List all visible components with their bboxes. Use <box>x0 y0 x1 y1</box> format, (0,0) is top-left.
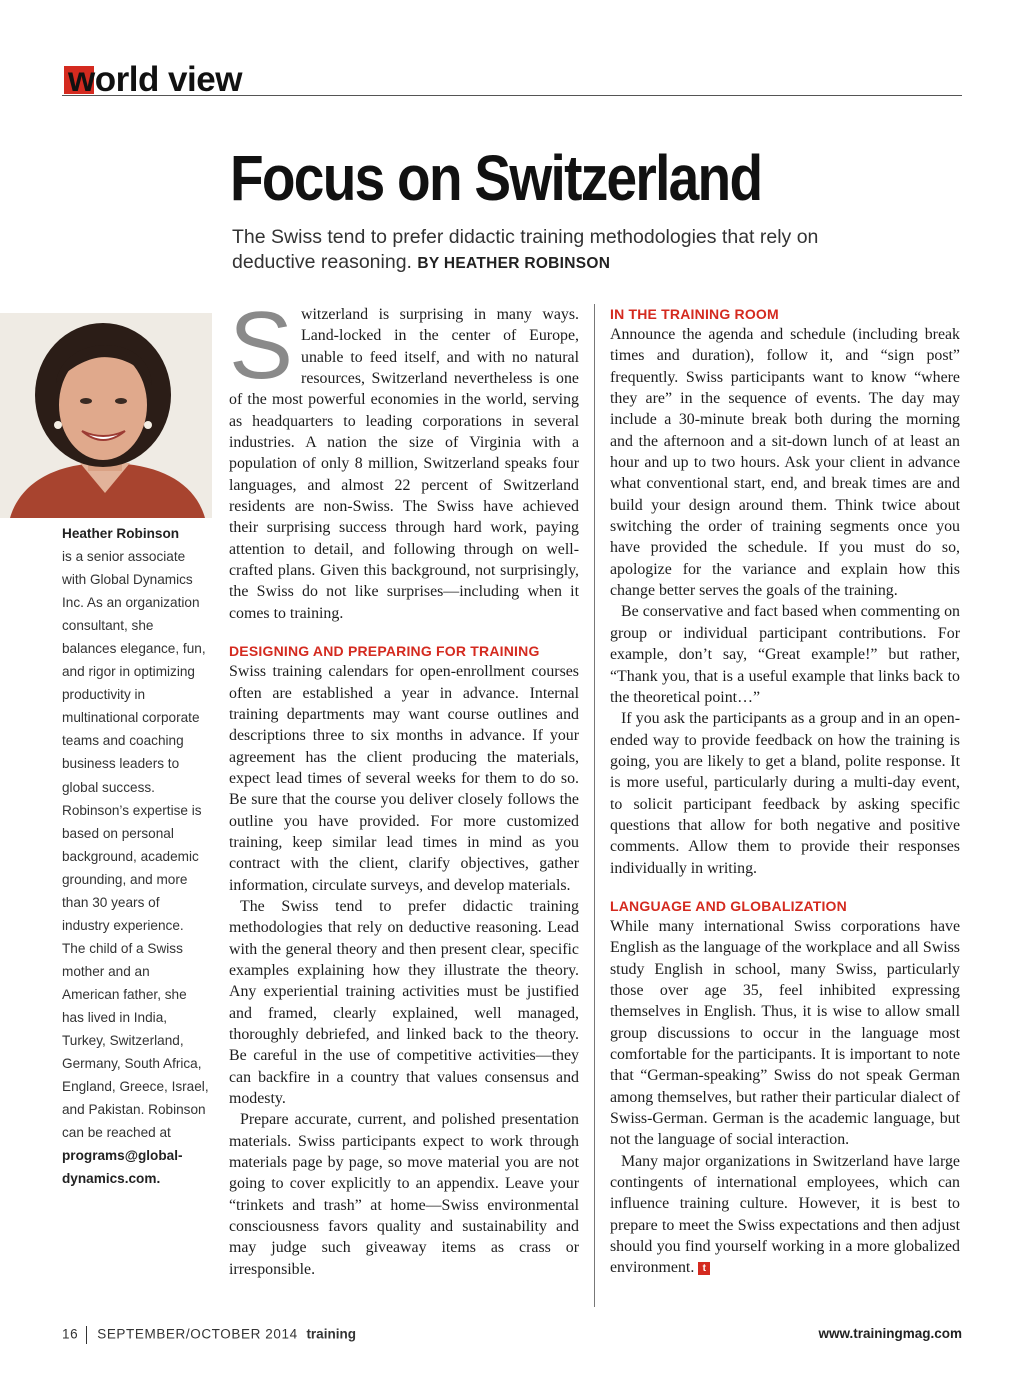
author-bio <box>62 522 210 1190</box>
column-divider <box>594 304 595 1307</box>
bio-text: is a senior associate with Global Dynamics Inc. As an organization consultant, she balances elegance, fun, and rigor in optimizing productivity in multinational corporate teams and coaching business leaders to global success. Robinson’s expertise is based on personal background, academic grounding, and more than 30 years of industry experience. The child of a Swiss mother and an American father, she has lived in India, Turkey, Switzerland, Germany, South Africa, England, Greece, Israel, and Pakistan. Robinson can be reached at <box>62 549 209 1141</box>
bio-name: Heather Robinson <box>62 526 180 541</box>
end-mark-icon: t <box>698 1262 710 1275</box>
section-header <box>62 60 962 99</box>
article-column-2 <box>610 304 960 1279</box>
subhead-training-room: IN THE TRAINING ROOM <box>610 306 779 322</box>
subhead-language: LANGUAGE AND GLOBALIZATION <box>610 897 847 914</box>
body-paragraph: Many major organizations in Switzerland have large contingents of international employees, which can influence training culture. However, it is best to prepare to meet the Swiss expectations and then adjust should you find yourself working in a more globalized environment. t <box>610 1152 960 1277</box>
issue-date: SEPTEMBER/OCTOBER 2014 <box>97 1326 298 1342</box>
body-paragraph: The Swiss tend to prefer didactic training methodologies that rely on deductive reasoning. Lead with the general theory and then present clear, specific examples explaining how they illustrate the theory. Any experiential training activities must be justified and framed, clearly explained, well managed, thoroughly debriefed, and linked back to the theory. Be careful in the use of competitive activities—they can backfire in a country that values consensus and modesty. <box>229 897 579 1108</box>
footer-left <box>62 1326 356 1344</box>
page-footer <box>62 1324 962 1346</box>
body-paragraph: While many international Swiss corporations have English as the language of the workplace and all Swiss study English in school, many Swiss, particularly those over age 35, feel inhibited expressing themselves in English. Thus, it is wise to allow small group discussions to occur in the language most comfortable for the participants. It is important to note that “German-speaking” Swiss do not speak German among themselves, but rather their particular dialect of Swiss-German. German is the academic language, but not the language of social interaction. <box>610 917 960 1149</box>
article-title: Focus on Switzerland <box>230 142 762 214</box>
body-paragraph: Announce the agenda and schedule (including break times and duration), follow it, and “sign post” frequently. Swiss participants want to know “where they are” in the sequence of events. The day may include a 30-minute break both during the morning and the afternoon and a sit-down lunch of at least an hour and up to two hours. Ask your client in advance what conventional start, end, and break times are and build your design around them. Think twice about switching the order of training segments once you have provided the schedule. If you must do so, apologize for the variance and explain how this change better serves the goals of the training. <box>610 326 960 600</box>
drop-cap: S <box>229 292 294 399</box>
deck-text: The Swiss tend to prefer didactic training methodologies that rely on deductive reasoning. <box>232 226 819 273</box>
page-number: 16 <box>62 1326 79 1342</box>
body-paragraph: If you ask the participants as a group and in an open-ended way to provide feedback on how the training is going, you are likely to get a bland, polite response. It is more useful, particularly during a multi-day event, to solicit participant feedback by asking specific questions that allow for both negative and positive comments. Allow them to provide their responses individually in writing. <box>610 710 960 877</box>
body-paragraph: Be conservative and fact based when commenting on group or individual participant contributions. For example, don’t say, “Great example!” but rather, “Thank you, that is a useful example that links back to the theoretical point…” <box>610 603 960 706</box>
body-paragraph: Prepare accurate, current, and polished presentation materials. Swiss participants expect to work through materials page by page, so move material you are not going to cover explicitly to an appendix. Leave your “trinkets and trash” at home—Swiss environmental consciousness favors quality and sustainability and may judge such giveaway items as crass or irresponsible. <box>229 1111 579 1278</box>
article-deck <box>232 225 892 276</box>
author-photo <box>0 313 212 518</box>
magazine-name: training <box>306 1326 356 1342</box>
article-column-1 <box>229 292 579 1280</box>
website-link[interactable]: www.trainingmag.com <box>818 1326 962 1341</box>
intro-paragraph: Switzerland is surprising in many ways. Land-locked in the center of Europe, unable to feed itself, and with no natural resources, Switzerland nevertheless is one of the most powerful economies in the world, serving as headquarters to leading corporations in several industries. A nation the size of Virginia with a population of only 8 million, Switzerland speaks four languages, and almost 22 percent of Switzerland residents are non-Swiss. The Swiss have achieved their surprising success through hard work, paying attention to detail, and following through on well-crafted plans. Given this background, not surprisingly, the Swiss do not like surprises—including when it comes to training. <box>229 292 579 622</box>
body-paragraph: Swiss training calendars for open-enrollment courses often are established a year in advance. Internal training departments may want course outlines and descriptions three to six months in advance. If your agreement has the client producing the materials, expect lead times of several weeks for them to do so. Be sure that the course you deliver closely follows the outline you have provided. For more customized training, keep similar lead times in mind as you contract with the client, clarify objectives, gather information, circulate surveys, and develop materials. <box>229 663 579 894</box>
bio-email[interactable]: programs@global-dynamics.com. <box>62 1148 183 1187</box>
section-label: world view <box>68 60 242 99</box>
subhead-designing: DESIGNING AND PREPARING FOR TRAINING <box>229 643 540 660</box>
footer-divider <box>86 1326 87 1344</box>
byline: BY HEATHER ROBINSON <box>417 255 611 272</box>
